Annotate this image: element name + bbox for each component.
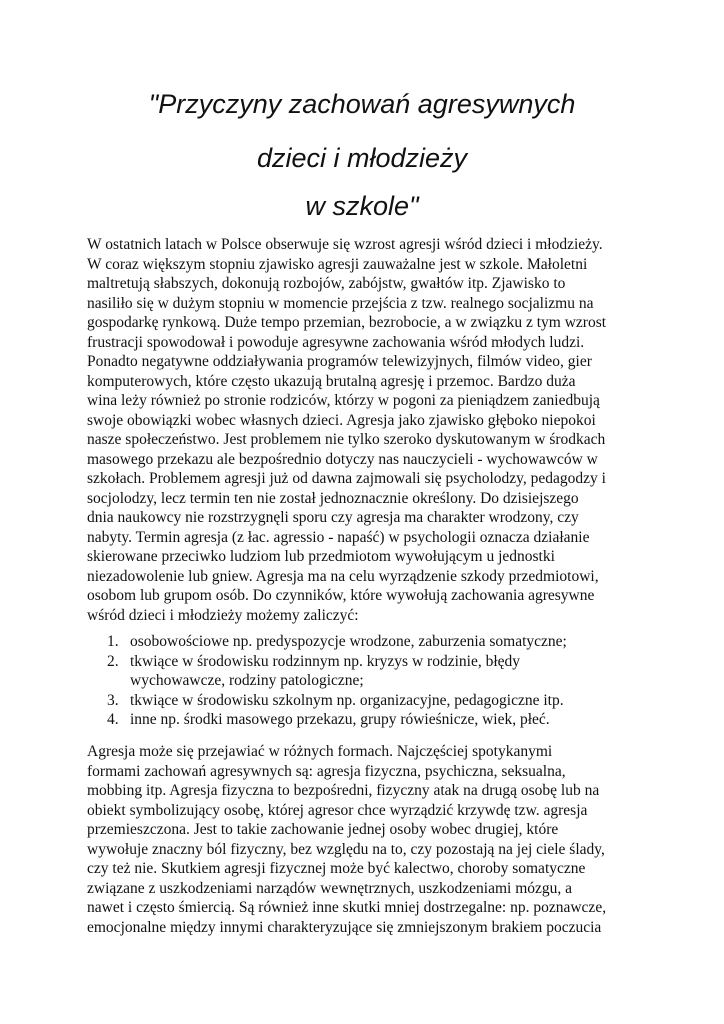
list-item-text: osobowościowe np. predyspozycje wrodzone, zaburzenia somatyczne; [130, 633, 567, 650]
paragraph-line: przemieszczona. Jest to takie zachowanie jednej osoby wobec drugiej, które [87, 821, 559, 838]
list-item [87, 691, 647, 711]
title-line-1: "Przyczyny zachowań agresywnych [148, 89, 576, 119]
paragraph-line: masowego przekazu ale bezpośrednio dotyczy nas nauczycieli - wychowawców w [87, 450, 598, 468]
list-item-text: tkwiące w środowisku szkolnym np. organizacyjne, pedagogiczne itp. [130, 691, 564, 709]
paragraph-line: mobbing itp. Agresja fizyczna to bezpośredni, fizyczny atak na drugą osobę lub na [87, 782, 600, 799]
list-item-text: inne np. środki masowego przekazu, grupy rówieśnicze, wiek, płeć. [130, 711, 550, 728]
paragraph-line: obiekt symbolizujący osobę, której agresor chce wyrządzić krzywdę tzw. agresja [87, 801, 588, 819]
paragraph-line: emocjonalne między innymi charakteryzujące się zmniejszonym brakiem poczucia [87, 918, 602, 936]
paragraph-line: szkołach. Problemem agresji już od dawna zajmowali się psycholodzy, pedagodzy i [87, 470, 606, 487]
paragraph-line: frustracji spowodował i powoduje agresywne zachowania wśród młodych ludzi. [87, 333, 585, 351]
list-item [87, 652, 647, 691]
paragraph-line: związane z uszkodzeniami narządów wewnętrznych, uszkodzeniami mózgu, a [87, 879, 573, 897]
list-item [87, 710, 647, 730]
factors-list [87, 632, 647, 730]
paragraph-line: czy też nie. Skutkiem agresji fizycznej może być kalectwo, choroby somatyczne [87, 860, 586, 877]
paragraph-line: nawet i często śmiercią. Są również inne skutki mniej dostrzegalne: np. poznawcze, [87, 899, 607, 916]
list-item-number: 4. [107, 711, 119, 728]
paragraph-line: dnia naukowcy nie rozstrzygnęli sporu czy agresja ma charakter wrodzony, czy [87, 509, 579, 526]
list-item-number: 3. [107, 691, 119, 709]
paragraph-line: W coraz większym stopniu zjawisko agresji zauważalne jest w szkole. Małoletni [87, 255, 588, 273]
paragraph-line: niezadowolenie lub gniew. Agresja ma na celu wyrządzenie szkody przedmiotowi, [87, 567, 599, 585]
list-item-text: wychowawcze, rodziny patologiczne; [130, 672, 364, 689]
paragraph-line: wywołuje znaczny ból fizyczny, bez względu na to, czy pozostają na jej ciele ślady, [87, 840, 605, 858]
paragraph-line: maltretują słabszych, dokonują rozbojów, zabójstw, gwałtów itp. Zjawisko to [87, 275, 566, 292]
paragraph-line: W ostatnich latach w Polsce obserwuje się wzrost agresji wśród dzieci i młodzieży. [87, 236, 603, 253]
paragraph-line: gospodarkę rynkową. Duże tempo przemian, bezrobocie, a w związku z tym wzrost [87, 314, 607, 331]
paragraph-line: swoje obowiązki wobec własnych dzieci. Agresja jako zjawisko głęboko niepokoi [87, 411, 596, 429]
title-line-2: dzieci i młodzieży [256, 143, 468, 173]
paragraph-line: osobom lub grupom osób. Do czynników, które wywołują zachowania agresywne [87, 587, 595, 604]
paragraph-line: komputerowych, które często ukazują brutalną agresję i przemoc. Bardzo duża [87, 372, 576, 390]
paragraph-line: wina leży również po stronie rodziców, którzy w pogoni za pieniądzem zaniedbują [87, 392, 600, 409]
paragraph-line: wśród dzieci i młodzieży możemy zaliczyć: [87, 606, 359, 624]
paragraph-line: socjolodzy, lecz termin ten nie został jednoznacznie określony. Do dzisiejszego [87, 489, 579, 507]
paragraph-2 [87, 742, 647, 937]
paragraph-line: nasze społeczeństwo. Jest problemem nie tylko szeroko dyskutowanym w środkach [87, 431, 606, 448]
paragraph-line: skierowane przeciwko ludziom lub przedmiotom wywołującym u jednostki [87, 548, 555, 565]
paragraph-line: formami zachowań agresywnych są: agresja fizyczna, psychiczna, seksualna, [87, 762, 566, 780]
list-item-number: 1. [107, 633, 119, 650]
paragraph-1 [87, 235, 647, 625]
paragraph-line: Agresja może się przejawiać w różnych formach. Najczęściej spotykanymi [87, 743, 553, 760]
paragraph-line: Ponadto negatywne oddziaływania programów telewizyjnych, filmów video, gier [87, 353, 592, 370]
list-item-text: tkwiące w środowisku rodzinnym np. kryzys w rodzinie, błędy [130, 652, 521, 670]
list-item-number: 2. [107, 652, 119, 670]
title-line-3: w szkole" [305, 191, 419, 221]
list-item [87, 632, 647, 652]
paragraph-line: nabyty. Termin agresja (z łac. agressio - napaść) w psychologii oznacza działanie [87, 528, 590, 546]
paragraph-line: nasiliło się w dużym stopniu w momencie przejścia z tzw. realnego socjalizmu na [87, 294, 594, 312]
